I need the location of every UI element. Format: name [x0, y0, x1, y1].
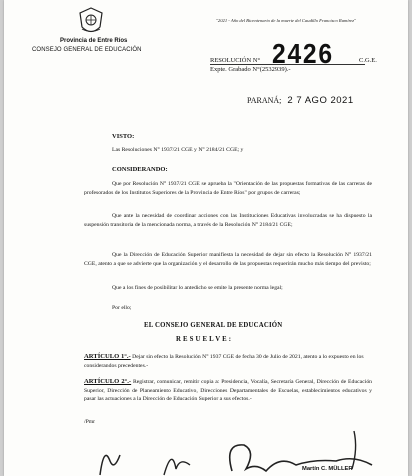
article-1-label: ARTÍCULO 1°.-: [84, 353, 131, 360]
coat-of-arms-icon: [78, 7, 104, 37]
article-2-label: ARTÍCULO 2°.-: [84, 378, 132, 385]
article-1: [84, 353, 372, 370]
considerando-heading: CONSIDERANDO:: [112, 166, 168, 173]
visto-text: Las Resoluciones N° 1937/21 CGE y N° 2184/21 CGE; y: [112, 147, 244, 153]
considerando-paragraph-4: Que a los fines de posibilitar lo antedicho se emite la presente norma legal;: [112, 285, 283, 291]
considerando-paragraph-3: Que la Dirección de Educación Superior manifiesta la necesidad de dejar sin efecto la Resolución N° 1937/21 CGE, atento a que se advierte que la organización y el desarrollo de las propuestas requerirán mucho más tiempo del previsto;: [84, 252, 372, 267]
council-resolves-title: EL CONSEJO GENERAL DE EDUCACIÓN: [144, 322, 283, 329]
council-name: CONSEJO GENERAL DE EDUCACIÓN: [32, 47, 142, 53]
document-page: [4, 0, 408, 476]
article-2: [84, 378, 372, 404]
initials: /Pmr: [84, 419, 96, 425]
signatory-name: Martín C. MÜLLER: [302, 466, 353, 472]
resolution-suffix: C.G.E.: [359, 57, 377, 64]
date-stamp: 2 7 AGO 2021: [287, 95, 354, 106]
article-2-text: Registrar, comunicar, remitir copia a: Presidencia, Vocalía, Secretaría General, Dirección de Educación Superior, Dirección de Planeamiento Educativo, Direcciones Departamentales de Escuelas, establecimientos educativos y pasar las actuaciones a la Dirección de Educación Superior a sus efectos.-: [84, 379, 373, 403]
resuelve-heading: R E S U E L V E :: [176, 336, 232, 343]
considerando-paragraph-1: Que por Resolución N° 1937/21 CGE se aprueba la "Orientación de las propuestas formativas de las carreras de profesorados de los Institutos Superiores de la Provincia de Entre Ríos" por grupos de carreras;: [84, 181, 372, 196]
resolution-label: RESOLUCIÓN N°: [210, 57, 261, 64]
year-motto: "2021 - Año del Bicentenario de la muerte del Caudillo Francisco Ramírez": [216, 18, 356, 23]
por-ello: Por ello;: [112, 305, 132, 311]
date-line: [247, 95, 354, 106]
resolution-number: 2426: [272, 38, 334, 69]
place-label: PARANÁ;: [247, 96, 282, 105]
considerando-paragraph-2: Que ante la necesidad de coordinar acciones con las Instituciones Educativas involucradas se ha dispuesto la suspensión transitoria de la mencionada norma, a través de la Resolución N° 2184/21 CGE;: [84, 213, 372, 228]
resolution-underline: [210, 64, 365, 65]
article-1-text: Dejar sin efecto la Resolución N° 1937 CGE de fecha 30 de Julio de 2021, atento a lo expuesto en los considerandos precedentes.-: [84, 354, 364, 369]
province-name: Provincia de Entre Ríos: [60, 38, 128, 44]
visto-heading: VISTO:: [112, 133, 135, 140]
expediente-number: Expte. Grabado N°(2532939).-: [210, 66, 291, 73]
